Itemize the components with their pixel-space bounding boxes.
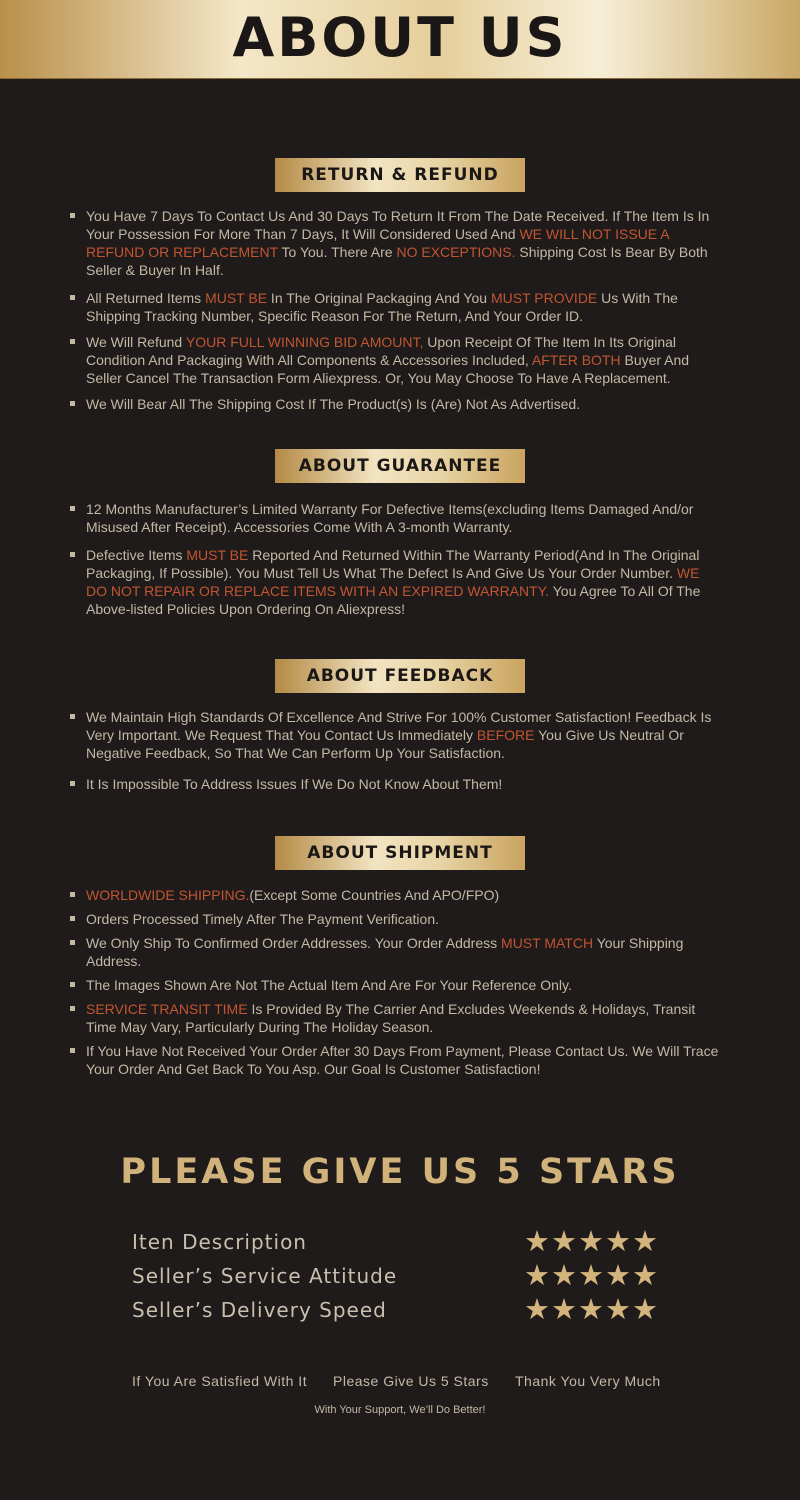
star-icon: ★ [551, 1226, 578, 1258]
star-icon: ★ [578, 1226, 605, 1258]
section-title-return-refund: RETURN & REFUND [275, 158, 525, 192]
list-item: We Maintain High Standards Of Excellence And Strive For 100% Customer Satisfaction! Feedback Is Very Important. We Request That You Contact Us Immediately BEFORE You Give Us Neutral Or Negative Feedback, So That We Can Perform Up Your Satisfaction. [70, 708, 720, 762]
star-icon: ★ [524, 1294, 551, 1326]
list-item: WORLDWIDE SHIPPING.(Except Some Countries And APO/FPO) [70, 886, 720, 904]
footer-give-stars: Please Give Us 5 Stars [333, 1373, 489, 1389]
section-title-shipment: ABOUT SHIPMENT [275, 836, 525, 870]
list-item: Orders Processed Timely After The Payment Verification. [70, 910, 720, 928]
list-item: We Only Ship To Confirmed Order Addresses. Your Order Address MUST MATCH Your Shipping Address. [70, 934, 720, 970]
header-banner [0, 0, 800, 79]
feedback-list [70, 708, 720, 793]
star-icon: ★ [524, 1226, 551, 1258]
star-icon: ★ [632, 1260, 659, 1292]
rating-label-description: Iten Description [132, 1230, 307, 1254]
list-item: All Returned Items MUST BE In The Original Packaging And You MUST PROVIDE Us With The Shipping Tracking Number, Specific Reason For The Return, And Your Order ID. [70, 289, 720, 325]
star-icon: ★ [578, 1294, 605, 1326]
star-icon: ★ [632, 1294, 659, 1326]
footer-satisfied: If You Are Satisfied With It [132, 1373, 308, 1389]
section-title-guarantee: ABOUT GUARANTEE [275, 449, 525, 483]
star-icon: ★ [605, 1260, 632, 1292]
list-item: SERVICE TRANSIT TIME Is Provided By The Carrier And Excludes Weekends & Holidays, Transit Time May Vary, Particularly During The Holiday Season. [70, 1000, 720, 1036]
shipment-list [70, 886, 720, 1078]
star-rating-delivery [524, 1295, 659, 1325]
star-rating-description [524, 1227, 659, 1257]
guarantee-list [70, 500, 720, 618]
rating-label-service: Seller’s Service Attitude [132, 1264, 398, 1288]
list-item: If You Have Not Received Your Order After 30 Days From Payment, Please Contact Us. We Will Trace Your Order And Get Back To You Asp. Our Goal Is Customer Satisfaction! [70, 1042, 720, 1078]
star-icon: ★ [605, 1294, 632, 1326]
list-item: It Is Impossible To Address Issues If We Do Not Know About Them! [70, 775, 720, 793]
star-icon: ★ [605, 1226, 632, 1258]
page-title: ABOUT US [232, 6, 568, 69]
list-item: 12 Months Manufacturer’s Limited Warranty For Defective Items(excluding Items Damaged And/or Misused After Receipt). Accessories Come With A 3-month Warranty. [70, 500, 720, 536]
list-item: We Will Refund YOUR FULL WINNING BID AMOUNT, Upon Receipt Of The Item In Its Original Condition And Packaging With All Components & Accessories Included, AFTER BOTH Buyer And Seller Cancel The Transaction Form Aliexpress. Or, You May Choose To Have A Replacement. [70, 333, 720, 387]
footer-support: With Your Support, We’ll Do Better! [314, 1404, 486, 1416]
star-icon: ★ [524, 1260, 551, 1292]
rating-label-delivery: Seller’s Delivery Speed [132, 1298, 387, 1322]
footer-thank-you: Thank You Very Much [515, 1373, 661, 1389]
list-item: We Will Bear All The Shipping Cost If The Product(s) Is (Are) Not As Advertised. [70, 395, 720, 413]
star-icon: ★ [578, 1260, 605, 1292]
section-title-feedback: ABOUT FEEDBACK [275, 659, 525, 693]
list-item: Defective Items MUST BE Reported And Returned Within The Warranty Period(And In The Original Packaging, If Possible). You Must Tell Us What The Defect Is And Give Us Your Order Number. WE DO NOT REPAIR OR REPLACE ITEMS WITH AN EXPIRED WARRANTY. You Agree To All Of The Above-listed Policies Upon Ordering On Aliexpress! [70, 546, 720, 618]
star-rating-service [524, 1261, 659, 1291]
return-refund-list [70, 207, 720, 413]
list-item: You Have 7 Days To Contact Us And 30 Days To Return It From The Date Received. If The Item Is In Your Possession For More Than 7 Days, It Will Considered Used And WE WILL NOT ISSUE A REFUND OR REPLACEMENT To You. There Are NO EXCEPTIONS. Shipping Cost Is Bear By Both Seller & Buyer In Half. [70, 207, 720, 279]
five-stars-heading: PLEASE GIVE US 5 STARS [120, 1152, 680, 1192]
list-item: The Images Shown Are Not The Actual Item And Are For Your Reference Only. [70, 976, 720, 994]
star-icon: ★ [551, 1260, 578, 1292]
star-icon: ★ [551, 1294, 578, 1326]
star-icon: ★ [632, 1226, 659, 1258]
